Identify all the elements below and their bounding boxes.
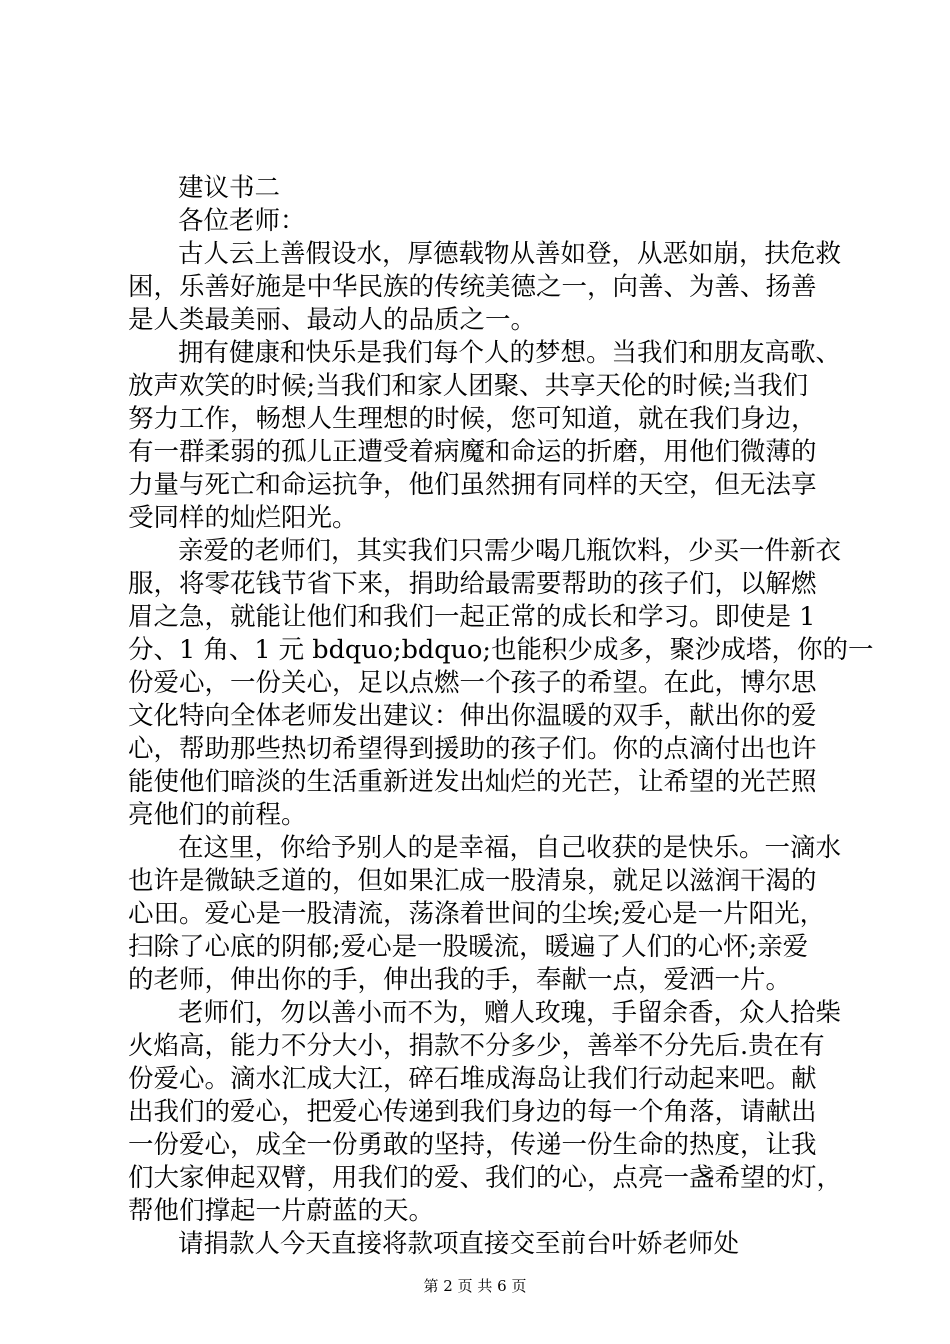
text-line: 能使他们暗淡的生活重新迸发出灿烂的光芒，让希望的光芒照 xyxy=(128,767,817,797)
text-line: 拥有健康和快乐是我们每个人的梦想。当我们和朋友高歌、 xyxy=(178,338,842,368)
text-line: 有一群柔弱的孤儿正遭受着病魔和命运的折磨，用他们微薄的 xyxy=(128,437,817,467)
text-line: 亮他们的前程。 xyxy=(128,800,307,830)
text-line: 扫除了心底的阴郁;爱心是一股暖流，暖遍了人们的心怀;亲爱 xyxy=(128,932,809,962)
text-line: 服，将零花钱节省下来，捐助给最需要帮助的孩子们，以解燃 xyxy=(128,569,817,599)
text-line: 出我们的爱心，把爱心传递到我们身边的每一个角落，请献出 xyxy=(128,1097,817,1127)
text-line: 老师们，勿以善小而不为，赠人玫瑰，手留余香，众人拾柴 xyxy=(178,998,842,1028)
text-line: 们大家伸起双臂，用我们的爱、我们的心，点亮一盏希望的灯， xyxy=(128,1163,843,1193)
text-line: 受同样的灿烂阳光。 xyxy=(128,503,358,533)
text-line: 分、1 角、1 元 bdquo;bdquo;也能积少成多，聚沙成塔，你的一 xyxy=(128,635,874,665)
text-line: 也许是微缺乏道的，但如果汇成一股清泉，就足以滋润干渴的 xyxy=(128,866,817,896)
text-line: 努力工作，畅想人生理想的时候，您可知道，就在我们身边， xyxy=(128,404,817,434)
text-line: 是人类最美丽、最动人的品质之一。 xyxy=(128,305,537,335)
text-line: 古人云上善假设水，厚德载物从善如登，从恶如崩，扶危救 xyxy=(178,239,842,269)
text-line: 各位老师： xyxy=(178,206,306,236)
text-line: 一份爱心，成全一份勇敢的坚持，传递一份生命的热度，让我 xyxy=(128,1130,817,1160)
page-number-footer: 第 2 页 共 6 页 xyxy=(423,1277,527,1295)
text-line: 放声欢笑的时候;当我们和家人团聚、共享天伦的时候;当我们 xyxy=(128,371,809,401)
text-line: 份爱心，一份关心，足以点燃一个孩子的希望。在此，博尔思 xyxy=(128,668,817,698)
text-line: 文化特向全体老师发出建议：伸出你温暖的双手，献出你的爱 xyxy=(128,701,817,731)
text-line: 在这里，你给予别人的是幸福，自己收获的是快乐。一滴水 xyxy=(178,833,842,863)
text-line: 份爱心。滴水汇成大江，碎石堆成海岛让我们行动起来吧。献 xyxy=(128,1064,817,1094)
text-line: 火焰高，能力不分大小，捐款不分多少，善举不分先后.贵在有 xyxy=(128,1031,825,1061)
text-line: 困，乐善好施是中华民族的传统美德之一，向善、为善、扬善 xyxy=(128,272,817,302)
text-line: 眉之急，就能让他们和我们一起正常的成长和学习。即使是 1 xyxy=(128,602,816,632)
text-line: 力量与死亡和命运抗争，他们虽然拥有同样的天空，但无法享 xyxy=(128,470,817,500)
text-line: 帮他们撑起一片蔚蓝的天。 xyxy=(128,1196,435,1226)
text-line: 心，帮助那些热切希望得到援助的孩子们。你的点滴付出也许 xyxy=(128,734,817,764)
text-line: 建议书二 xyxy=(178,173,281,203)
text-line: 的老师，伸出你的手，伸出我的手，奉献一点，爱洒一片。 xyxy=(128,965,792,995)
text-line: 请捐款人今天直接将款项直接交至前台叶娇老师处 xyxy=(178,1229,740,1259)
text-line: 亲爱的老师们，其实我们只需少喝几瓶饮料，少买一件新衣 xyxy=(178,536,842,566)
text-line: 心田。爱心是一股清流，荡涤着世间的尘埃;爱心是一片阳光， xyxy=(128,899,826,929)
